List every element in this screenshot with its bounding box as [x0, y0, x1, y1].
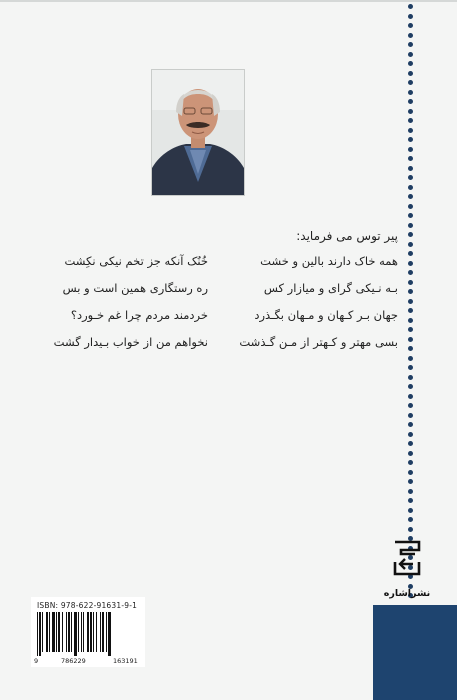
border-dot: [408, 394, 413, 399]
poem-line: ره رستگاری همین است و بس: [62, 281, 208, 295]
poem-intro: پیر توس می فرماید:: [296, 229, 398, 243]
publisher-logo: [389, 540, 425, 592]
poem-line: همه خاک دارند بالین و خشت: [260, 254, 398, 268]
border-dot: [408, 137, 413, 142]
barcode-bar: [102, 612, 104, 652]
border-dot: [408, 147, 413, 152]
border-dot: [408, 403, 413, 408]
top-edge: [0, 0, 457, 2]
border-dot: [408, 194, 413, 199]
border-dot: [408, 422, 413, 427]
border-dot: [408, 23, 413, 28]
barcode-bar: [68, 612, 70, 652]
border-dot: [408, 71, 413, 76]
barcode-bar: [42, 612, 43, 652]
border-dot: [408, 346, 413, 351]
border-dot: [408, 441, 413, 446]
author-portrait-image: [152, 70, 244, 195]
border-dot: [408, 337, 413, 342]
barcode-bar: [46, 612, 48, 652]
poem-line: خُنُک آنکه جز تخم نیکی نکِشت: [64, 254, 208, 268]
border-dot: [408, 508, 413, 513]
barcode-bar: [66, 612, 67, 652]
barcode-bar: [74, 612, 77, 656]
border-dot: [408, 261, 413, 266]
border-dot: [408, 118, 413, 123]
poem-left-column: [30, 251, 208, 359]
barcode-digits-right: 163191: [113, 657, 138, 665]
barcode-bar: [81, 612, 82, 652]
border-dot: [408, 185, 413, 190]
border-dot: [408, 109, 413, 114]
border-dot: [408, 451, 413, 456]
barcode-bar: [108, 612, 111, 656]
barcode-bar: [37, 612, 38, 656]
border-dot: [408, 280, 413, 285]
border-dot: [408, 413, 413, 418]
poem-right-column: [230, 251, 398, 359]
border-dot: [408, 52, 413, 57]
barcode-bar: [106, 612, 107, 652]
border-dot: [408, 527, 413, 532]
border-dot: [408, 251, 413, 256]
border-dot: [408, 61, 413, 66]
border-dot: [408, 375, 413, 380]
border-dot: [408, 99, 413, 104]
border-dot: [408, 299, 413, 304]
border-dot: [408, 470, 413, 475]
border-dot: [408, 90, 413, 95]
barcode-bar: [83, 612, 84, 652]
border-dot: [408, 4, 413, 9]
border-dot: [408, 166, 413, 171]
barcode-bar: [87, 612, 89, 652]
barcode-bar: [58, 612, 60, 652]
border-dot: [408, 204, 413, 209]
barcode-bars: [34, 612, 142, 656]
barcode-bar: [96, 612, 97, 652]
border-dot: [408, 517, 413, 522]
barcode-bar: [39, 612, 41, 656]
barcode-bar: [56, 612, 57, 652]
border-dot: [408, 223, 413, 228]
border-dot: [408, 327, 413, 332]
border-dot: [408, 318, 413, 323]
barcode-bar: [52, 612, 55, 652]
accent-blue-block: [373, 605, 457, 700]
border-dot: [408, 308, 413, 313]
isbn-label: ISBN: 978-622-91631-9-1: [37, 601, 138, 610]
border-dot: [408, 432, 413, 437]
border-dot: [408, 42, 413, 47]
barcode-bar: [93, 612, 94, 652]
barcode-bar: [78, 612, 79, 652]
border-dot: [408, 33, 413, 38]
border-dot: [408, 365, 413, 370]
barcode-digits-left: 9: [34, 657, 39, 665]
poem-line: خردمند مردم چرا غم خـورد؟: [70, 308, 208, 322]
barcode-bar: [62, 612, 63, 652]
border-dot: [408, 489, 413, 494]
border-dot: [408, 14, 413, 19]
border-dot: [408, 232, 413, 237]
publisher-name: نشراشاره: [383, 588, 431, 599]
poem-line: بسی مهتر و کـهتر از مـن گـذشت: [239, 335, 398, 349]
barcode-bar: [100, 612, 101, 652]
border-dot: [408, 460, 413, 465]
border-dot: [408, 128, 413, 133]
border-dot: [408, 270, 413, 275]
border-dot: [408, 80, 413, 85]
poem-line: نخواهم من از خواب بـیدار گشت: [53, 335, 208, 349]
isbn-barcode: [31, 597, 145, 667]
border-dot: [408, 289, 413, 294]
border-dot: [408, 356, 413, 361]
barcode-bar: [49, 612, 50, 652]
border-dot: [408, 384, 413, 389]
dotted-border: [406, 0, 416, 605]
poem-line: جهان بـر کـهان و مـهان بگـذرد: [254, 308, 398, 322]
border-dot: [408, 479, 413, 484]
border-dot: [408, 242, 413, 247]
barcode-bar: [71, 612, 72, 652]
border-dot: [408, 175, 413, 180]
publisher-logo-icon: [393, 540, 421, 576]
barcode-bar: [90, 612, 92, 652]
poem-line: بـه نـیکی گرای و میازار کس: [263, 281, 398, 295]
border-dot: [408, 156, 413, 161]
border-dot: [408, 213, 413, 218]
barcode-digits-middle: 786229: [61, 657, 86, 665]
border-dot: [408, 498, 413, 503]
